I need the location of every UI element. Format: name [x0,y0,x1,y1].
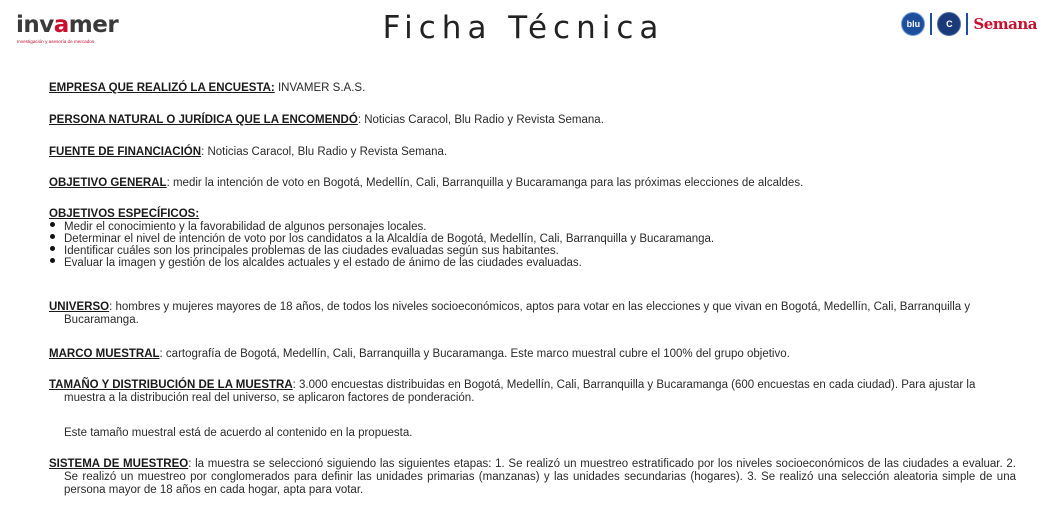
invamer-tagline: Investigación y asesoría de mercados [17,39,95,44]
caracol-logo: C [937,12,961,36]
blu-radio-logo: blu [901,12,925,36]
semana-logo: Semana [973,15,1037,33]
section-persona [49,114,1001,127]
section-label: MARCO MUESTRAL [49,348,160,360]
section-text: : cartografía de Bogotá, Medellín, Cali, Barranquilla y Bucaramanga. Este marco muestral cubre el 100% del grupo objetivo. [159,348,790,360]
partner-logos [901,12,1037,36]
section-label: TAMAÑO Y DISTRIBUCIÓN DE LA MUESTRA [49,379,293,391]
page-title: Ficha Técnica [382,10,665,46]
section-text: : Noticias Caracol, Blu Radio y Revista Semana. [201,146,448,158]
section-marco [49,348,1001,361]
section-tamano [49,379,1016,405]
invamer-wordmark: invamer [16,12,119,38]
tamano-note: Este tamaño muestral está de acuerdo al contenido en la propuesta. [64,427,413,439]
section-label: PERSONA NATURAL O JURÍDICA QUE LA ENCOMENDÓ [49,114,358,126]
objectives-list [49,221,1001,269]
section-label: OBJETIVO GENERAL [49,177,167,189]
logo-divider [966,13,968,35]
section-universo [49,301,1016,327]
logo-divider [930,13,932,35]
section-sistema [49,458,1016,497]
section-text: : 3.000 encuestas distribuidas en Bogotá, Medellín, Cali, Barranquilla y Bucaramanga (600 encuestas en cada ciudad). Para ajustar la muestra a la distribución real del universo, se aplicaron factores de ponderación. [64,379,976,404]
section-text: : medir la intención de voto en Bogotá, Medellín, Cali, Barranquilla y Bucaramanga para las próximas elecciones de alcaldes. [166,177,804,189]
section-text: : Noticias Caracol, Blu Radio y Revista Semana. [357,114,604,126]
list-item: Medir el conocimiento y la favorabilidad de algunos personajes locales. [49,221,1001,233]
section-fuente [49,146,1001,159]
list-item: Identificar cuáles son los principales problemas de las ciudades evaluadas según sus habitantes. [49,245,1001,257]
section-label: FUENTE DE FINANCIACIÓN [49,146,202,158]
section-empresa [49,82,1001,95]
list-item: Determinar el nivel de intención de voto por los candidatos a la Alcaldía de Bogotá, Medellín, Cali, Barranquilla y Bucaramanga. [49,233,1001,245]
section-text: INVAMER S.A.S. [274,82,366,94]
section-label: EMPRESA QUE REALIZÓ LA ENCUESTA: [49,82,275,94]
section-label: UNIVERSO [49,301,110,313]
section-text: : la muestra se seleccionó siguiendo las siguientes etapas: 1. Se realizó un muestreo estratificado por los niveles socioeconómicos de las ciudades a evaluar. 2. Se realizó un muestreo por conglomerados para definir las unidades primarias (manzanas) y las unidades secundarias (hogares). 3. Se realizó una selección aleatoria simple de una persona mayor de 18 años en cada hogar, apta para votar. [64,458,1016,496]
section-objetivo-general [49,177,1001,190]
section-label: SISTEMA DE MUESTREO [49,458,189,470]
section-text: : hombres y mujeres mayores de 18 años, de todos los niveles socioeconómicos, aptos para votar en las elecciones y que vivan en Bogotá, Medellín, Cali, Barranquilla y Bucaramanga. [64,301,971,326]
list-item: Evaluar la imagen y gestión de los alcaldes actuales y el estado de ánimo de las ciudades evaluadas. [49,257,1001,269]
section-objetivos-especificos [49,208,1001,269]
section-label: OBJETIVOS ESPECÍFICOS: [49,208,200,220]
